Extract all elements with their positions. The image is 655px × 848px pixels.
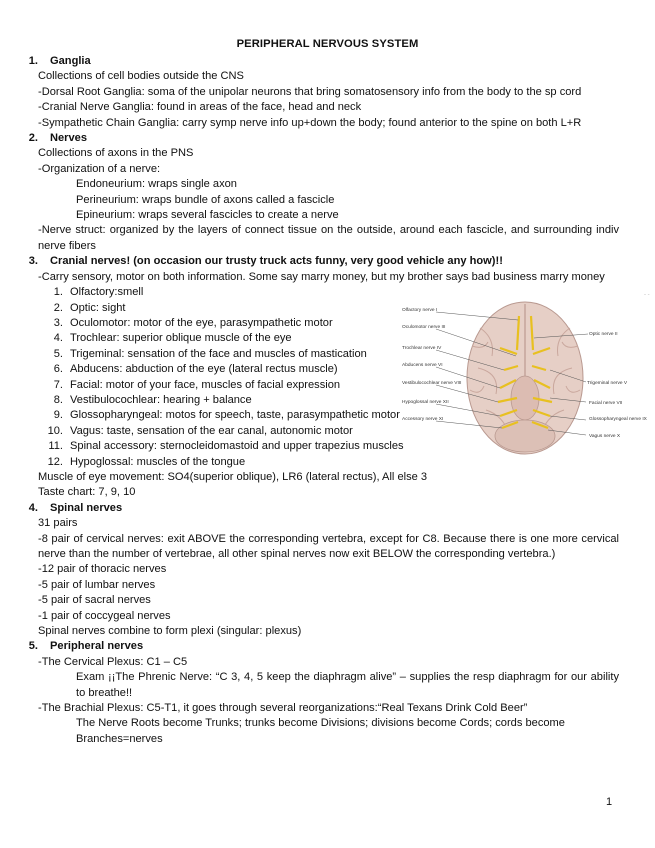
list-text: Hypoglossal: muscles of the tongue <box>70 455 246 468</box>
text-line: -5 pair of lumbar nerves <box>38 578 156 591</box>
list-text: Olfactory:smell <box>70 286 144 299</box>
cranial-nerves-figure <box>400 298 650 460</box>
list-number: 1. <box>53 286 63 299</box>
text-paragraph: -8 pair of cervical nerves: exit ABOVE the corresponding vertebra, except for C8. Because there is one more cervical nerve than the number of vertebrae, all other spinal nerves now exit BELOW the corresponding vertebra.) <box>38 532 619 560</box>
figure-label-left: Olfactory nerve I <box>402 308 438 313</box>
list-text: Spinal accessory: sternocleidomastoid and upper trapezius muscles <box>70 440 404 453</box>
text-line: -Organization of a nerve: <box>38 162 161 175</box>
figure-label-right: Vagus nerve X <box>589 434 621 439</box>
text-line: Spinal nerves combine to form plexi (singular: plexus) <box>38 625 302 638</box>
list-number: 12. <box>47 455 63 468</box>
section-ganglia-heading <box>14 54 619 69</box>
list-number: 9. <box>53 409 63 422</box>
figure-label-right: Optic nerve II <box>589 332 618 337</box>
list-text: Vagus: taste, sensation of the ear canal, autonomic motor <box>70 424 353 437</box>
text-subline: Endoneurium: wraps single axon <box>76 178 237 191</box>
figure-label-left: Trochlear nerve IV <box>402 346 442 351</box>
text-line: Collections of cell bodies outside the CNS <box>38 70 244 83</box>
text-subline: Exam ¡¡The Phrenic Nerve: “C 3, 4, 5 keep the diaphragm alive” – supplies the resp diaphragm for our ability to breathe!! <box>76 671 619 699</box>
list-number: 4. <box>53 332 63 345</box>
section-heading: Ganglia <box>50 55 91 67</box>
text-paragraph: -Nerve struct: organized by the layers of connect tissue on the outside, around each fascicle, and surrounding indiv nerve fibers <box>38 224 619 252</box>
section-heading: Nerves <box>50 132 88 145</box>
list-text: Glossopharyngeal: motos for speech, taste, parasympathetic motor <box>70 409 400 422</box>
list-text: Trigeminal: sensation of the face and muscles of mastication <box>70 347 367 360</box>
text-line: -Dorsal Root Ganglia: soma of the unipolar neurons that bring somatosensory info from the body to the sp cord <box>38 85 582 98</box>
figure-label-left: Vestibulocochlear nerve VIII <box>402 381 462 386</box>
brain-illustration <box>467 302 583 454</box>
text-subline: Epineurium: wraps several fascicles to create a nerve <box>76 209 339 222</box>
text-line: Muscle of eye movement: SO4(superior oblique), LR6 (lateral rectus), All else 3 <box>38 470 428 483</box>
list-number: 11. <box>48 440 63 453</box>
text-line: -5 pair of sacral nerves <box>38 594 151 607</box>
list-text: Facial: motor of your face, muscles of facial expression <box>70 378 341 391</box>
section-nerves-heading <box>14 131 619 146</box>
list-text: Vestibulocochlear: hearing + balance <box>70 393 252 406</box>
figure-label-right: Glossopharyngeal nerve IX <box>589 417 647 422</box>
list-number: 2. <box>53 301 63 314</box>
margin-mark: - - <box>644 292 650 298</box>
text-subline: The Nerve Roots become Trunks; trunks become Divisions; divisions become Cords; cords become Branches=nerves <box>76 717 565 745</box>
section-cranial-heading <box>14 254 619 269</box>
list-text: Oculomotor: motor of the eye, parasympathetic motor <box>70 316 333 329</box>
text-line: -Cranial Nerve Ganglia: found in areas of the face, head and neck <box>38 101 362 114</box>
text-subline: Perineurium: wraps bundle of axons called a fascicle <box>76 193 335 206</box>
text-line: -The Cervical Plexus: C1 – C5 <box>38 655 188 668</box>
list-number: 5. <box>53 347 63 360</box>
figure-label-left: Abducens nerve VI <box>402 363 443 368</box>
section-heading: Cranial nerves! (on occasion our trusty truck acts funny, very good vehicle any how)!! <box>50 255 503 268</box>
figure-label-left: Oculomotor nerve III <box>402 325 446 330</box>
list-number: 6. <box>53 363 63 376</box>
text-line: -1 pair of coccygeal nerves <box>38 609 171 622</box>
section-heading: Peripheral nerves <box>50 640 144 653</box>
text-line: -Sympathetic Chain Ganglia: carry symp nerve info up+down the body; found anterior to the spine on both L+R <box>38 116 582 129</box>
figure-label-right: Facial nerve VII <box>589 401 623 406</box>
list-number: 10. <box>47 424 63 437</box>
list-number: 3. <box>53 316 63 329</box>
section-peripheral-heading <box>14 639 619 654</box>
section-number: 2. <box>28 132 38 145</box>
text-line: -The Brachial Plexus: C5-T1, it goes through several reorganizations:“Real Texans Drink Cold Beer” <box>38 702 528 715</box>
list-number: 8. <box>53 393 63 406</box>
section-number: 3. <box>28 255 38 268</box>
page-number: 1 <box>606 796 613 808</box>
list-text: Trochlear: superior oblique muscle of the eye <box>70 332 292 345</box>
list-text: Optic: sight <box>70 301 126 314</box>
figure-label-left: Hypoglossal nerve XII <box>402 400 449 405</box>
list-number: 7. <box>53 378 63 391</box>
page-title: PERIPHERAL NERVOUS SYSTEM <box>236 38 419 50</box>
figure-label-left: Accessory nerve XI <box>402 417 444 422</box>
section-number: 5. <box>28 640 38 653</box>
figure-label-right: Trigeminal nerve V <box>587 381 628 386</box>
section-heading: Spinal nerves <box>50 501 123 514</box>
text-line: Taste chart: 7, 9, 10 <box>38 486 136 499</box>
section-number: 1. <box>28 55 38 67</box>
section-spinal-heading <box>14 501 619 516</box>
list-text: Abducens: abduction of the eye (lateral rectus muscle) <box>70 363 338 376</box>
section-number: 4. <box>28 501 38 514</box>
text-line: Collections of axons in the PNS <box>38 147 194 160</box>
text-line: -12 pair of thoracic nerves <box>38 563 167 576</box>
text-paragraph: -Carry sensory, motor on both information. Some say marry money, but my brother says bad business marry money <box>38 270 605 283</box>
text-line: 31 pairs <box>38 517 78 530</box>
